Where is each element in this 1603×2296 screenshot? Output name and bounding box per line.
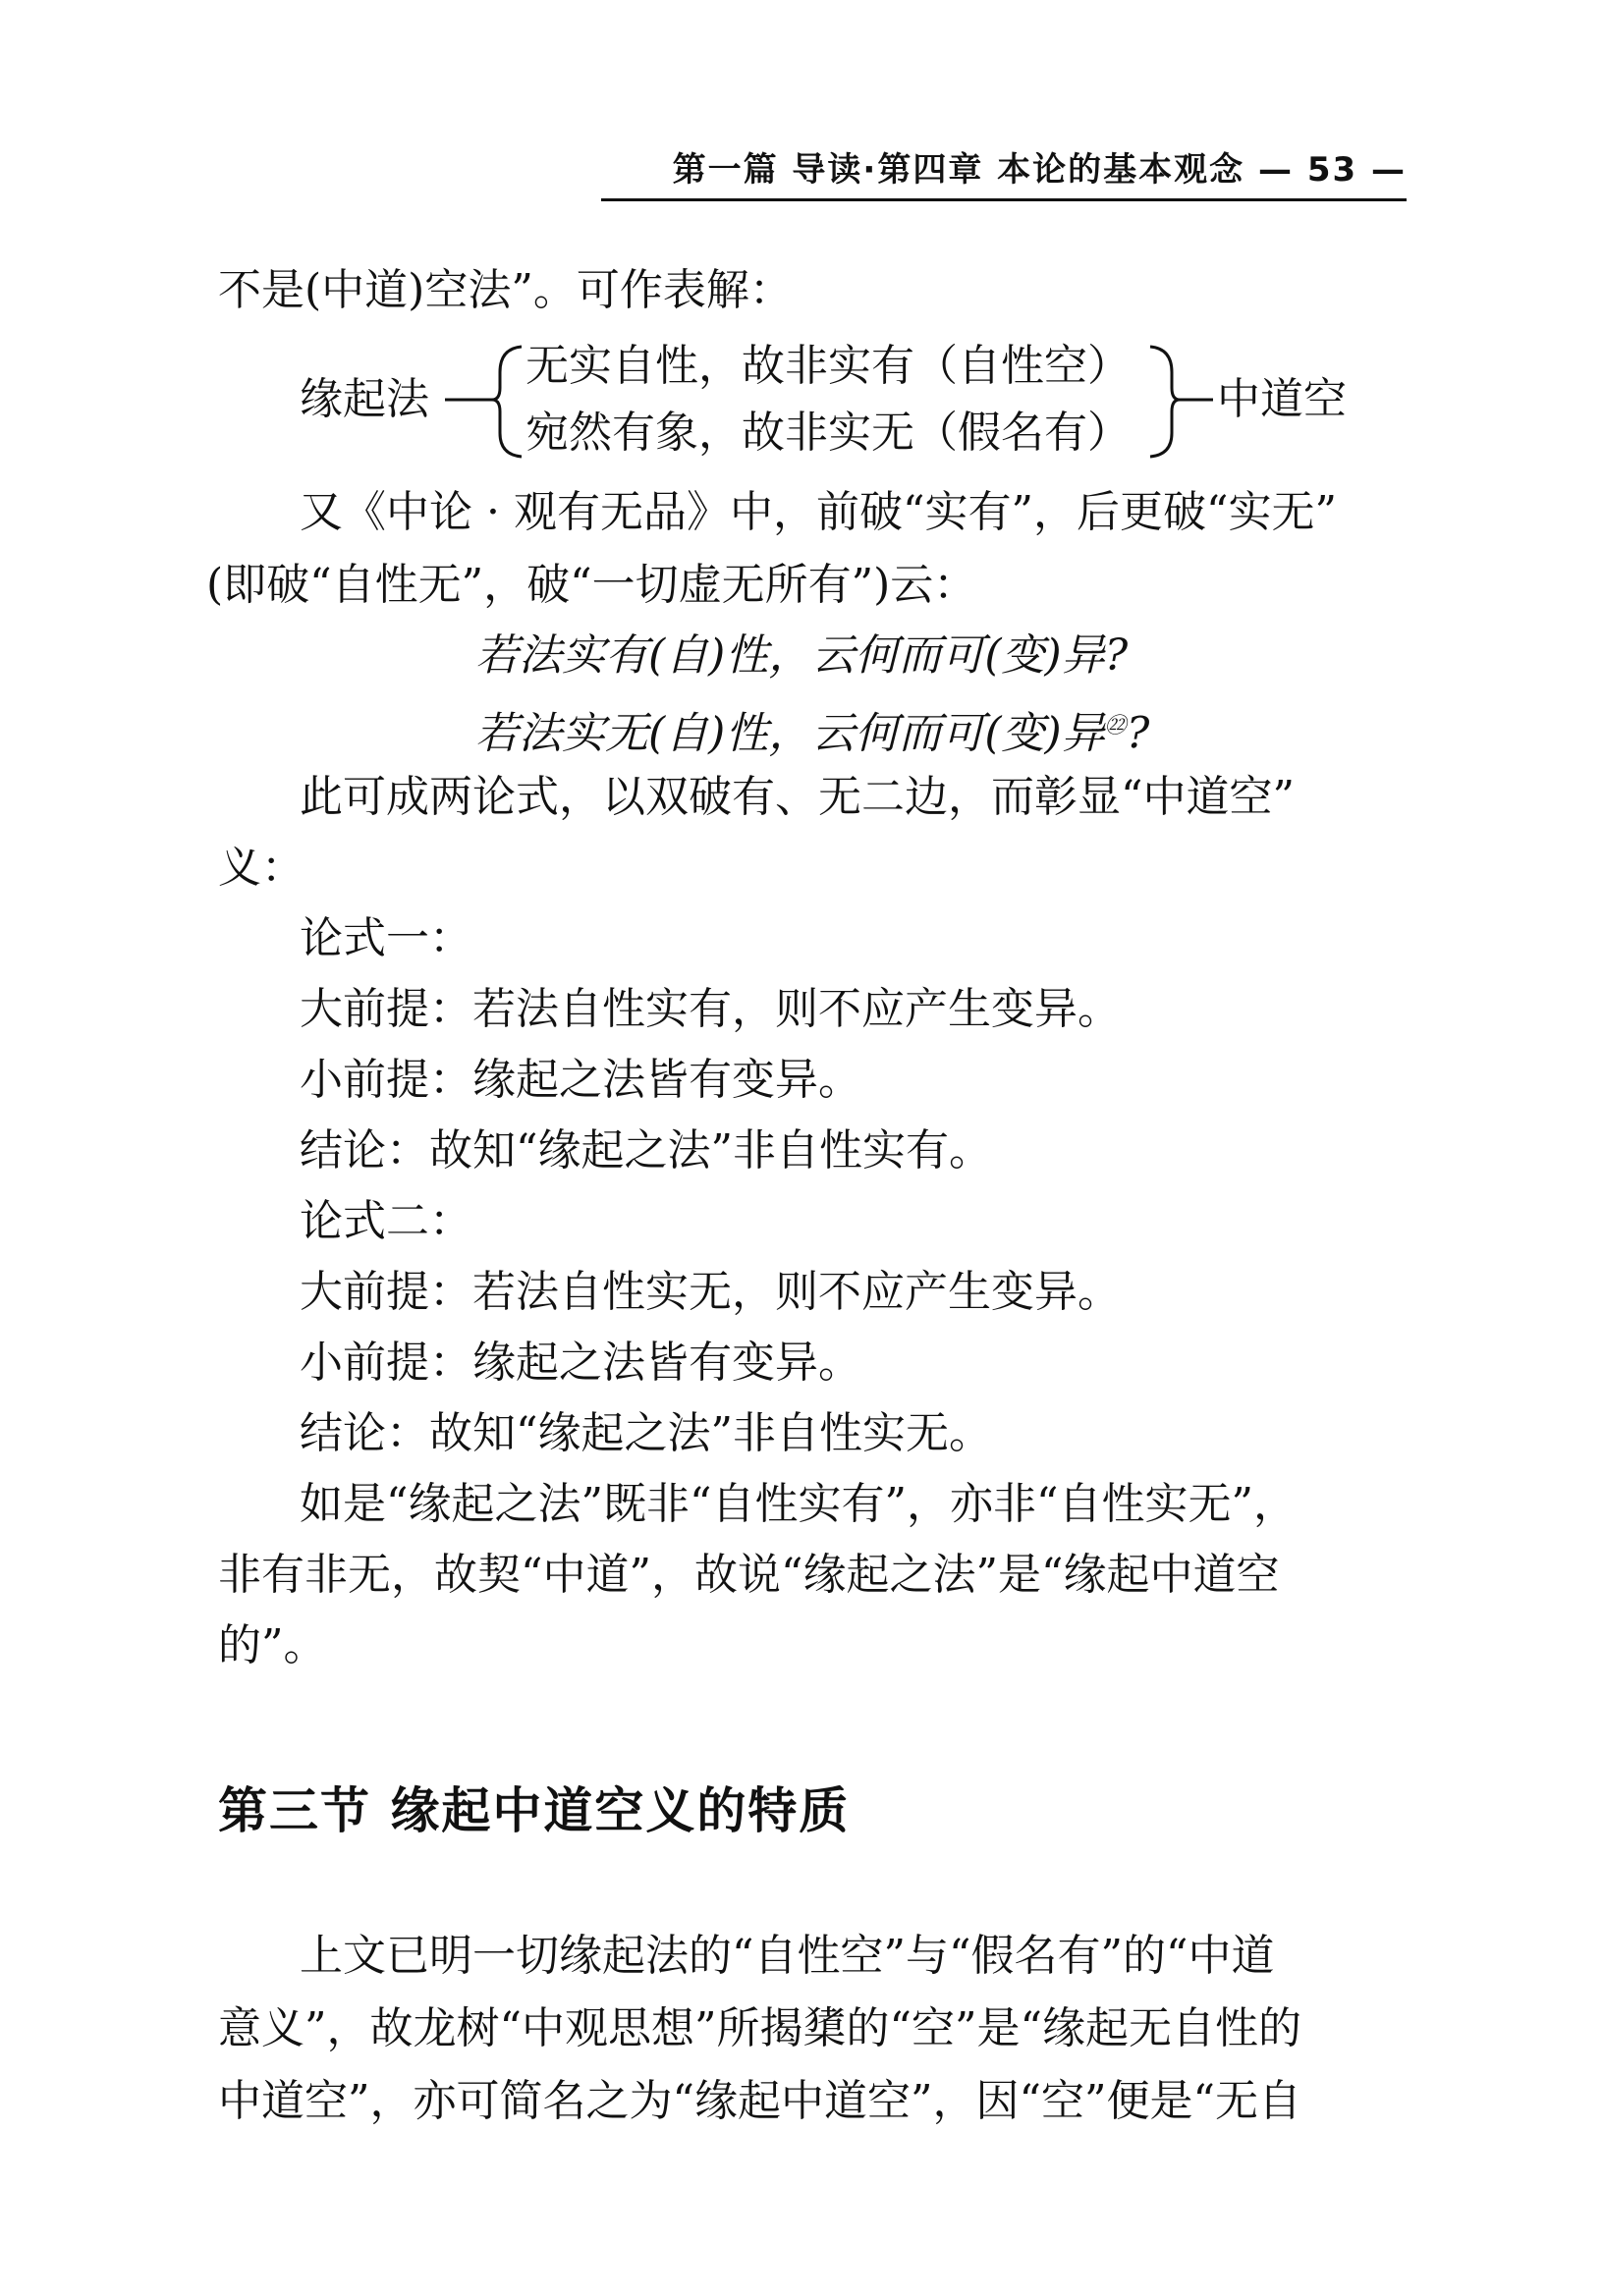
- text-line-8: 的”。: [218, 1620, 327, 1670]
- section-title: 第三节 缘起中道空义的特质: [218, 1782, 851, 1839]
- text-line-3: (即破“自性无”，破“一切虚无所有”)云：: [206, 560, 977, 610]
- syllogism-2-conclusion: 结论：故知“缘起之法”非自性实无。: [300, 1408, 992, 1458]
- text-line-11: 中道空”，亦可简名之为“缘起中道空”，因“空”便是“无自: [218, 2076, 1301, 2126]
- syllogism-2-minor: 小前提：缘起之法皆有变异。: [300, 1338, 861, 1388]
- diagram-right-label: 中道空: [1217, 374, 1347, 424]
- verse-line-2-text: 若法实无(自)性，云何而可(变)异: [475, 708, 1105, 759]
- syllogism-2-major: 大前提：若法自性实无，则不应产生变异。: [300, 1267, 1121, 1317]
- text-line-5: 义：: [218, 843, 304, 893]
- syllogism-1-major: 大前提：若法自性实有，则不应产生变异。: [300, 984, 1121, 1034]
- footnote-marker[interactable]: ㉒: [1104, 714, 1127, 738]
- diagram-upper-branch: 无实自性，故非实有（自性空）: [525, 341, 1131, 391]
- right-brace: [1150, 347, 1180, 457]
- relation-diagram: [300, 339, 1429, 466]
- syllogism-1-heading: 论式一：: [300, 913, 472, 963]
- text-line-7: 非有非无，故契“中道”，故说“缘起之法”是“缘起中道空: [218, 1550, 1280, 1600]
- verse-line-2-tail: ?: [1126, 708, 1150, 759]
- diagram-left-label: 缘起法: [300, 374, 429, 424]
- left-brace: [492, 347, 522, 457]
- text-line-6: 如是“缘起之法”既非“自性实有”，亦非“自性实无”，: [300, 1479, 1297, 1529]
- text-line-4: 此可成两论式，以双破有、无二边，而彰显“中道空”: [300, 772, 1295, 822]
- syllogism-1-conclusion: 结论：故知“缘起之法”非自性实有。: [300, 1125, 992, 1175]
- text-line-10: 意义”，故龙树“中观思想”所揭橥的“空”是“缘起无自性的: [218, 2003, 1301, 2053]
- verse-line-1: 若法实有(自)性，云何而可(变)异?: [475, 630, 1129, 681]
- diagram-lower-branch: 宛然有象，故非实无（假名有）: [525, 408, 1131, 458]
- verse-line-2: [475, 699, 1149, 762]
- text-line-1: 不是(中道)空法”。可作表解：: [218, 265, 793, 315]
- text-line-2: 又《中论 · 观有无品》中，前破“实有”，后更破“实无”: [300, 487, 1337, 537]
- running-header: 第一篇 导读·第四章 本论的基本观念 — 53 —: [601, 147, 1407, 201]
- syllogism-2-heading: 论式二：: [300, 1196, 472, 1246]
- text-line-9: 上文已明一切缘起法的“自性空”与“假名有”的“中道: [300, 1931, 1275, 1981]
- syllogism-1-minor: 小前提：缘起之法皆有变异。: [300, 1055, 861, 1105]
